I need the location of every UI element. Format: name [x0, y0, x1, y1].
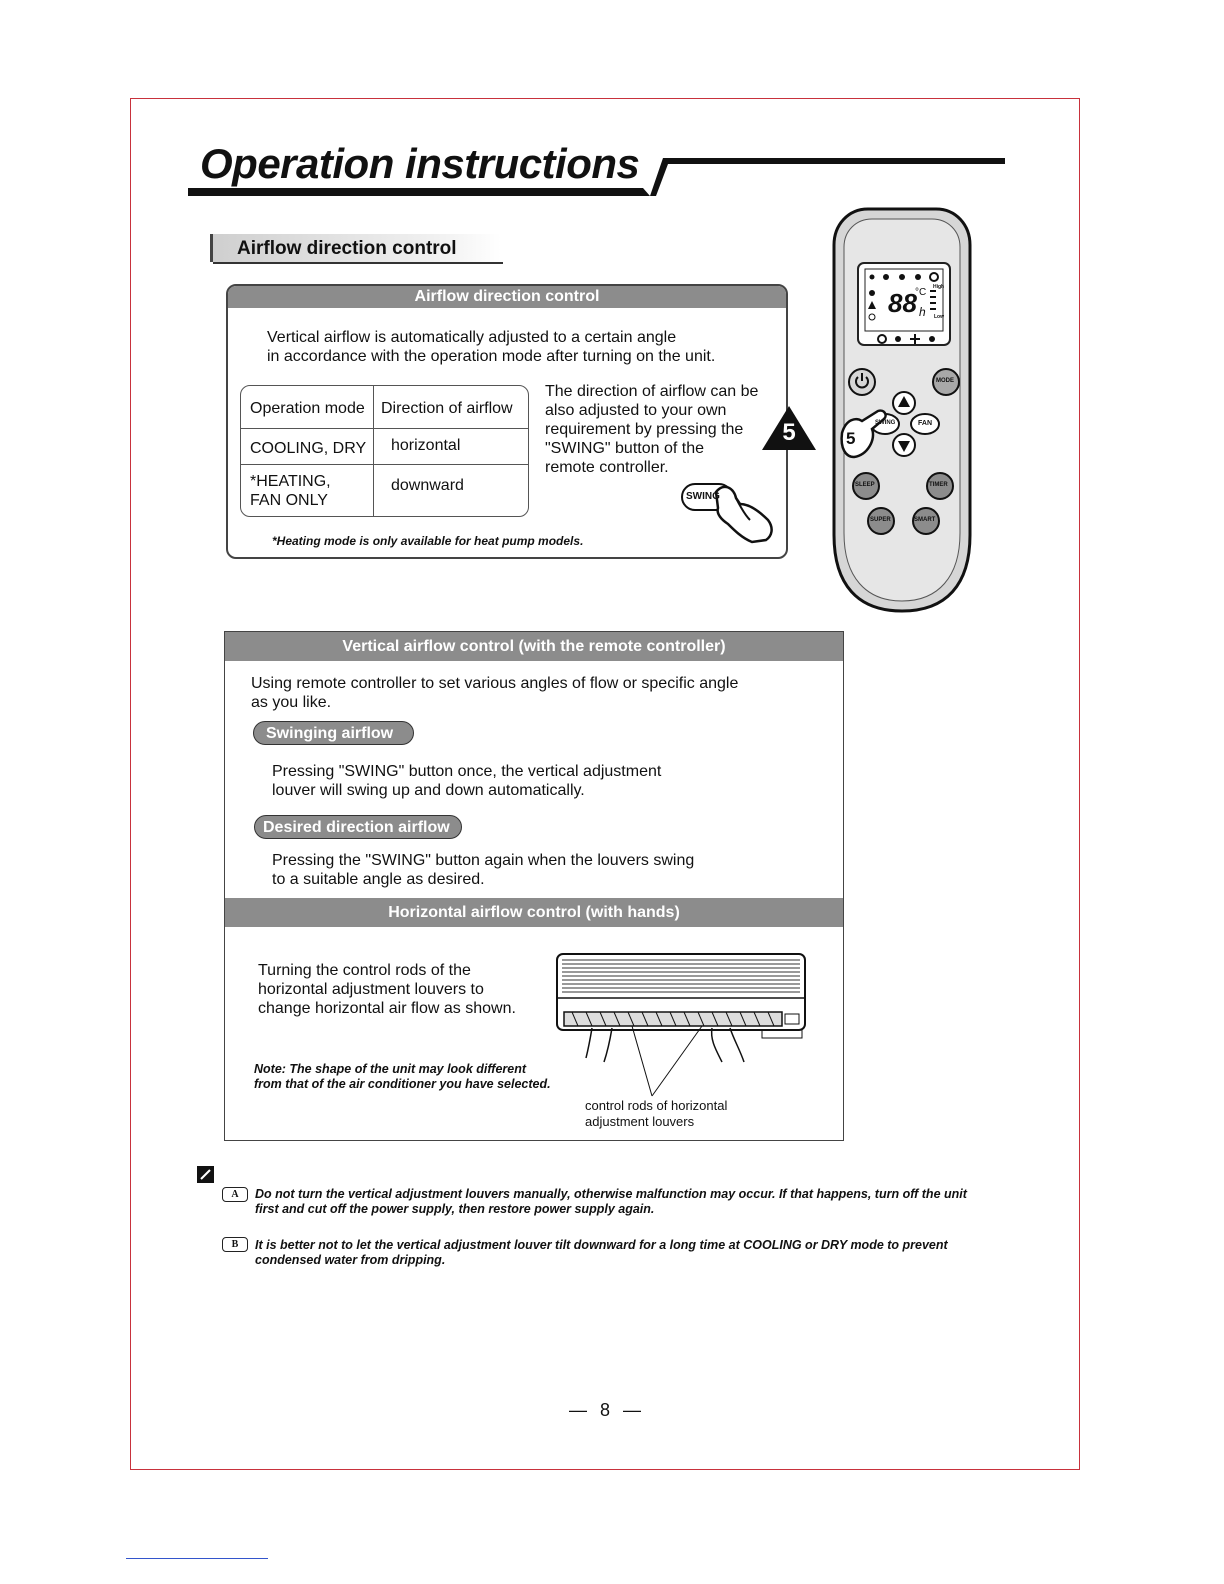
section-heading-text: Airflow direction control: [237, 238, 457, 259]
swinging-line2: louver will swing up and down automatically.: [272, 782, 585, 799]
swinging-line1: Pressing "SWING" button once, the vertical adjustment: [272, 763, 662, 780]
swing-side-note: [545, 382, 785, 477]
horizontal-line2: horizontal adjustment louvers to: [258, 981, 484, 998]
side-note-line: remote controller.: [545, 459, 669, 476]
horizontal-box-header: Horizontal airflow control (with hands): [225, 898, 843, 927]
table-cell-mode: COOLING, DRY: [250, 440, 367, 457]
caution-b: [255, 1238, 948, 1268]
remote-sleep-button: SLEEP: [855, 482, 875, 488]
airflow-intro-line2: in accordance with the operation mode after turning on the unit.: [267, 348, 716, 365]
caution-b-line2: condensed water from dripping.: [255, 1253, 446, 1267]
vertical-intro: [251, 674, 738, 712]
vertical-box-header: Vertical airflow control (with the remote controller): [225, 632, 843, 661]
caution-a: [255, 1187, 967, 1217]
caution-b-line1: It is better not to let the vertical adjustment louver tilt downward for a long time at COOLING or DRY mode to prevent: [255, 1238, 948, 1252]
shape-note: [254, 1062, 551, 1092]
table-cell-mode: FAN ONLY: [250, 492, 328, 509]
remote-timer-button: TIMER: [929, 482, 948, 488]
table-header-direction: Direction of airflow: [381, 400, 513, 417]
remote-swing-button: SWING: [875, 420, 896, 426]
control-rods-caption: [585, 1098, 727, 1130]
side-note-line: also adjusted to your own: [545, 402, 727, 419]
airflow-intro: [267, 328, 787, 366]
caution-a-line2: first and cut off the power supply, then restore power supply again.: [255, 1202, 655, 1216]
desired-text: [272, 851, 694, 889]
page-number-value: 8: [599, 1400, 610, 1420]
airflow-box-header: Airflow direction control: [228, 286, 786, 308]
desired-line2: to a suitable angle as desired.: [272, 871, 485, 888]
shape-note-line2: from that of the air conditioner you have selected.: [254, 1077, 551, 1091]
side-note-line: The direction of airflow can be: [545, 383, 759, 400]
side-note-line: "SWING" button of the: [545, 440, 704, 457]
caution-a-line1: Do not turn the vertical adjustment louvers manually, otherwise malfunction may occur. If that happens, turn off the unit: [255, 1187, 967, 1201]
heat-pump-footnote: *Heating mode is only available for heat pump models.: [272, 534, 584, 548]
table-cell-mode: *HEATING,: [250, 473, 331, 490]
swinging-airflow-label: Swinging airflow: [253, 721, 414, 745]
swinging-text: [272, 762, 661, 800]
caption-line2: adjustment louvers: [585, 1114, 695, 1129]
airflow-intro-line1: Vertical airflow is automatically adjusted to a certain angle: [267, 329, 677, 346]
table-cell-direction: downward: [391, 477, 464, 494]
remote-hand-step: 5: [846, 429, 856, 448]
remote-mode-button: MODE: [936, 378, 954, 384]
step-number: 5: [782, 419, 796, 446]
page-dash-right: —: [623, 1400, 642, 1420]
table-cell-direction: horizontal: [391, 437, 461, 454]
remote-fan-button: FAN: [918, 420, 932, 427]
remote-display-low: Low: [934, 314, 944, 320]
side-note-line: requirement by pressing the: [545, 421, 744, 438]
title-rule: [188, 150, 1008, 200]
remote-controller: [828, 205, 976, 615]
vertical-intro-line1: Using remote controller to set various angles of flow or specific angle: [251, 675, 739, 692]
indoor-unit-illustration: [552, 950, 812, 1100]
caution-tag-a: A: [222, 1187, 248, 1202]
footer-link-line: [126, 1558, 268, 1559]
vertical-intro-line2: as you like.: [251, 694, 332, 711]
page-dash-left: —: [568, 1400, 587, 1420]
remote-display-digits: 88: [888, 288, 917, 318]
page-number: [560, 1400, 650, 1421]
desired-line1: Pressing the "SWING" button again when the louvers swing: [272, 852, 695, 869]
desired-direction-label: Desired direction airflow: [254, 815, 462, 839]
hand-press-swing-icon: [676, 470, 780, 544]
remote-super-button: SUPER: [870, 517, 891, 523]
page-title: Operation instructions: [200, 140, 640, 187]
horizontal-line1: Turning the control rods of the: [258, 962, 471, 979]
shape-note-line1: Note: The shape of the unit may look different: [254, 1062, 527, 1076]
swing-button-label: SWING: [686, 491, 720, 502]
section-heading: [210, 234, 501, 262]
remote-display-high: High: [933, 284, 945, 290]
caution-tag-b: B: [222, 1237, 248, 1252]
table-header-mode: Operation mode: [250, 400, 365, 417]
remote-display-unit-c: °C: [915, 287, 927, 298]
mode-direction-table: [240, 385, 529, 517]
remote-smart-button: SMART: [914, 517, 936, 523]
caption-line1: control rods of horizontal: [585, 1098, 728, 1113]
note-pencil-icon: [197, 1166, 214, 1183]
horizontal-text: [258, 961, 516, 1018]
horizontal-line3: change horizontal air flow as shown.: [258, 1000, 516, 1017]
remote-display-unit-h: h: [919, 305, 926, 319]
